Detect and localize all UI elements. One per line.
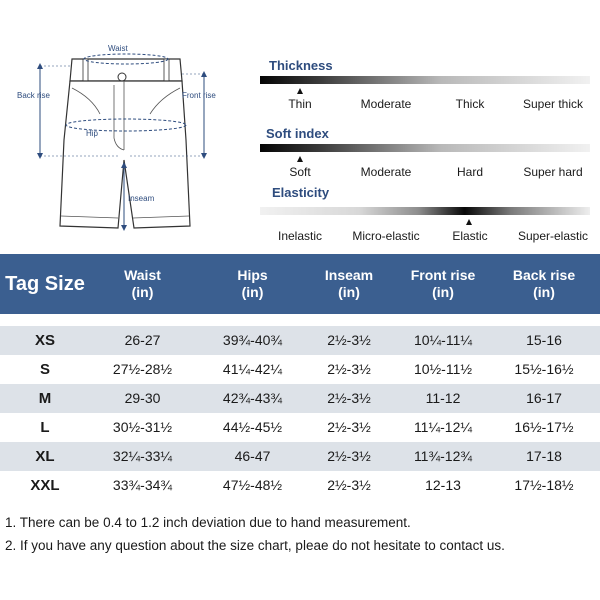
thickness-option: Moderate — [360, 97, 412, 111]
cell-tag-size: L — [40, 419, 50, 436]
elasticity-option: Super-elastic — [517, 229, 589, 243]
table-row — [0, 384, 600, 413]
cell-hips: 47½-48½ — [222, 477, 283, 493]
header-waist: Waist (in) — [124, 267, 161, 300]
header-inseam: Inseam (in) — [324, 267, 374, 300]
thickness-option: Thin — [288, 97, 312, 111]
cell-back-rise: 15½-16½ — [514, 361, 574, 377]
cell-waist: 33¾-34¾ — [112, 477, 173, 493]
table-row — [0, 442, 600, 471]
thickness-gradient-bar — [260, 76, 590, 84]
cell-waist: 29-30 — [124, 390, 161, 406]
header-back-rise: Back rise (in) — [512, 267, 576, 300]
inseam-label: Inseam — [128, 194, 155, 203]
header-front-rise: Front rise (in) — [410, 267, 476, 300]
soft-index-option: Hard — [456, 165, 484, 179]
cell-hips: 41¼-42¼ — [222, 361, 283, 377]
soft-index-selected-arrow-icon — [297, 156, 303, 162]
soft-index-gradient-bar — [260, 144, 590, 152]
cell-waist: 32¼-33¼ — [112, 448, 173, 464]
cell-inseam: 2½-3½ — [327, 332, 371, 348]
cell-tag-size: M — [38, 390, 52, 407]
elasticity-title: Elasticity — [272, 185, 330, 200]
cell-front-rise: 11-12 — [425, 390, 461, 406]
cell-waist: 30½-31½ — [112, 419, 173, 435]
waist-label: Waist — [108, 44, 128, 53]
cell-inseam: 2½-3½ — [327, 448, 371, 464]
cell-front-rise: 10¼-11¼ — [413, 332, 473, 348]
cell-tag-size: S — [39, 361, 50, 378]
note-contact-us: 2. If you have any question about the size chart, pleae do not hesitate to contact us. — [5, 538, 505, 553]
cell-waist: 26-27 — [124, 332, 161, 348]
elasticity-selected-arrow-icon — [466, 219, 472, 225]
cell-tag-size: XXL — [30, 477, 60, 494]
cell-back-rise: 16-17 — [526, 390, 562, 406]
soft-index-option: Soft — [289, 165, 311, 179]
thickness-selected-arrow-icon — [297, 88, 303, 94]
cell-back-rise: 16½-17½ — [514, 419, 574, 435]
soft-index-option: Super hard — [523, 165, 583, 179]
table-row — [0, 355, 600, 384]
cell-hips: 44½-45½ — [222, 419, 283, 435]
cell-front-rise: 11¼-12¼ — [413, 419, 473, 435]
cell-front-rise: 12-13 — [425, 477, 461, 493]
cell-tag-size: XS — [34, 332, 55, 349]
cell-inseam: 2½-3½ — [327, 390, 371, 406]
table-row — [0, 326, 600, 355]
back-rise-label: Back rise — [17, 91, 50, 100]
cell-inseam: 2½-3½ — [327, 419, 371, 435]
header-tag-size: Tag Size — [5, 272, 85, 295]
cell-inseam: 2½-3½ — [327, 361, 371, 377]
cell-hips: 42¾-43¾ — [222, 390, 283, 406]
button-icon — [118, 73, 126, 81]
cell-waist: 27½-28½ — [112, 361, 173, 377]
note-measurement-deviation: 1. There can be 0.4 to 1.2 inch deviation due to hand measurement. — [5, 515, 411, 530]
table-row — [0, 471, 600, 500]
front-rise-label: Front rise — [182, 91, 216, 100]
cell-tag-size: XL — [35, 448, 55, 465]
cell-front-rise: 10½-11½ — [413, 361, 473, 377]
elasticity-option: Elastic — [452, 229, 488, 243]
elasticity-option: Inelastic — [277, 229, 323, 243]
hip-label: Hip — [86, 129, 99, 138]
soft-index-title: Soft index — [266, 126, 329, 141]
thickness-title: Thickness — [269, 58, 333, 73]
cell-hips: 46-47 — [234, 448, 271, 464]
table-row — [0, 413, 600, 442]
thickness-option: Super thick — [522, 97, 584, 111]
cell-back-rise: 15-16 — [526, 332, 562, 348]
cell-back-rise: 17½-18½ — [514, 477, 574, 493]
shorts-outline — [60, 81, 190, 228]
cell-hips: 39¾-40¾ — [222, 332, 283, 348]
cell-front-rise: 11¾-12¾ — [413, 448, 473, 464]
cell-inseam: 2½-3½ — [327, 477, 371, 493]
soft-index-option: Moderate — [360, 165, 412, 179]
cell-back-rise: 17-18 — [526, 448, 562, 464]
elasticity-gradient-bar — [260, 207, 590, 215]
header-hips: Hips (in) — [237, 267, 268, 300]
size-table-header — [0, 254, 600, 314]
elasticity-option: Micro-elastic — [352, 229, 420, 243]
thickness-option: Thick — [455, 97, 485, 111]
shorts-measurement-diagram — [0, 30, 240, 250]
